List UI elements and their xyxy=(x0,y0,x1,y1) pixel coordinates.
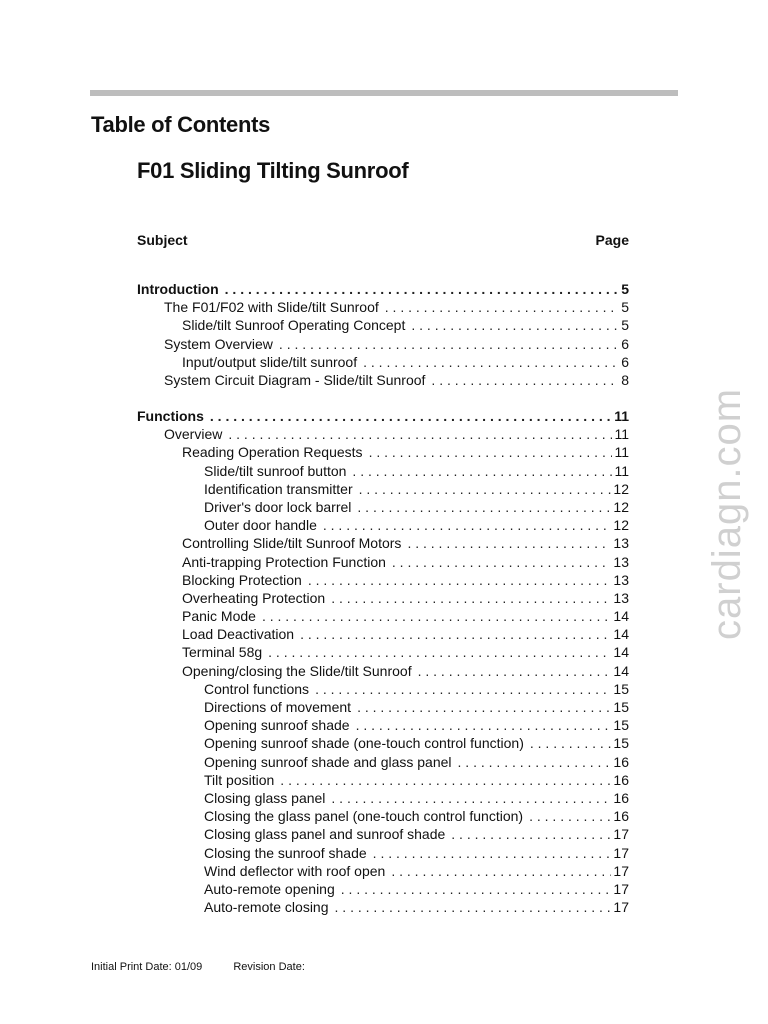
toc-entry-page: 16 xyxy=(613,789,629,806)
toc-entry[interactable] xyxy=(137,753,629,771)
toc-entry-page: 15 xyxy=(613,680,629,697)
dot-leader xyxy=(331,789,611,807)
toc-entry-page: 5 xyxy=(621,317,629,334)
toc-entry-label: Outer door handle xyxy=(204,517,317,534)
toc-entry-label: Closing the glass panel (one-touch control function) xyxy=(204,808,524,825)
toc-entry[interactable] xyxy=(137,553,629,571)
toc-entry-label: Directions of movement xyxy=(204,699,352,715)
toc-entry[interactable] xyxy=(137,789,629,807)
toc-entry[interactable] xyxy=(137,680,629,698)
toc-entry[interactable] xyxy=(137,571,629,589)
watermark: cardiagn.com xyxy=(705,387,749,640)
toc-entry-page: 15 xyxy=(613,735,629,752)
dot-leader xyxy=(407,534,611,552)
toc-entry-label: Control functions xyxy=(204,680,310,697)
toc-entry[interactable] xyxy=(137,734,629,752)
toc-entry-label: Reading Operation Requests xyxy=(182,444,363,461)
dot-leader xyxy=(359,480,612,498)
toc-entry[interactable] xyxy=(137,443,629,461)
toc-entry-label: Blocking Protection xyxy=(182,571,302,588)
dot-leader xyxy=(418,662,612,680)
toc-entry-page: 15 xyxy=(613,699,629,715)
toc-entry-page: 13 xyxy=(613,535,629,552)
toc-entry[interactable] xyxy=(137,316,629,334)
toc-entry[interactable] xyxy=(137,698,629,716)
toc-entry-label: Auto-remote opening xyxy=(204,880,335,897)
dot-leader xyxy=(228,425,612,443)
dot-leader xyxy=(323,516,612,534)
page-title: Table of Contents xyxy=(91,112,271,137)
toc-entry-page: 14 xyxy=(613,626,629,643)
toc-entry-label: Overheating Protection xyxy=(182,589,326,606)
toc-entry-page: 14 xyxy=(613,608,629,625)
toc-entry-label: System Overview xyxy=(164,335,273,352)
toc-entry[interactable] xyxy=(137,371,629,389)
dot-leader xyxy=(458,753,612,771)
footer xyxy=(91,961,333,973)
dot-leader xyxy=(369,443,613,461)
toc-entry-label: Load Deactivation xyxy=(182,626,295,643)
dot-leader xyxy=(373,844,612,862)
toc-entry-label: Slide/tilt sunroof button xyxy=(204,462,347,479)
toc-entry-label: Closing glass panel and sunroof shade xyxy=(204,826,446,843)
dot-leader xyxy=(331,589,611,607)
toc-entry-page: 14 xyxy=(613,644,629,661)
toc-entry-label: Opening/closing the Slide/tilt Sunroof xyxy=(182,662,412,679)
toc-entry-page: 17 xyxy=(613,880,629,897)
dot-leader xyxy=(352,462,612,480)
dot-leader xyxy=(411,316,619,334)
dot-leader xyxy=(529,807,611,825)
toc-entry[interactable] xyxy=(137,844,629,862)
toc-entry-page: 11 xyxy=(614,426,629,443)
toc-entry-page: 14 xyxy=(613,662,629,679)
toc-entry-page: 5 xyxy=(621,299,629,316)
toc-entry-page: 13 xyxy=(613,571,629,588)
toc-entry-page: 6 xyxy=(621,353,629,370)
dot-leader xyxy=(392,553,612,571)
dot-leader xyxy=(363,353,619,371)
toc-functions-list xyxy=(137,407,629,916)
toc-entry[interactable] xyxy=(137,407,629,425)
toc-entry-page: 11 xyxy=(614,444,629,461)
toc-entry[interactable] xyxy=(137,607,629,625)
dot-leader xyxy=(357,498,611,516)
toc-entry-page: 13 xyxy=(613,589,629,606)
toc-entry-page: 5 xyxy=(621,281,629,297)
toc-entry[interactable] xyxy=(137,662,629,680)
toc-entry[interactable] xyxy=(137,880,629,898)
toc-entry[interactable] xyxy=(137,716,629,734)
dot-leader xyxy=(385,298,619,316)
toc-entry-label: The F01/F02 with Slide/tilt Sunroof xyxy=(164,299,379,316)
toc-entry[interactable] xyxy=(137,425,629,443)
toc-entry[interactable] xyxy=(137,771,629,789)
toc-entry-label: Introduction xyxy=(137,281,219,297)
toc-entry-page: 12 xyxy=(613,517,629,534)
toc-entry-page: 17 xyxy=(613,899,629,916)
toc-entry-page: 17 xyxy=(613,862,629,879)
toc-entry-label: Auto-remote closing xyxy=(204,899,329,916)
toc-entry-label: Closing the sunroof shade xyxy=(204,844,367,861)
toc-entry-label: Opening sunroof shade xyxy=(204,717,350,734)
toc-entry-label: Terminal 58g xyxy=(182,644,263,661)
toc-entry[interactable] xyxy=(137,298,629,316)
toc-entry[interactable] xyxy=(137,335,629,353)
dot-leader xyxy=(356,716,612,734)
toc-entry-label: Identification transmitter xyxy=(204,480,353,497)
toc-entry-label: Opening sunroof shade and glass panel xyxy=(204,753,452,770)
toc-entry-page: 13 xyxy=(613,553,629,570)
dot-leader xyxy=(225,280,620,298)
dot-leader xyxy=(451,825,611,843)
toc-entry[interactable] xyxy=(137,516,629,534)
toc-entry-label: Overview xyxy=(164,426,223,443)
dot-leader xyxy=(391,862,611,880)
toc-entry-page: 16 xyxy=(613,771,629,788)
dot-leader xyxy=(268,643,611,661)
dot-leader xyxy=(431,371,619,389)
toc-entry[interactable] xyxy=(137,498,629,516)
toc-entry-label: System Circuit Diagram - Slide/tilt Sunroof xyxy=(164,371,426,388)
dot-leader xyxy=(210,407,612,425)
dot-leader xyxy=(300,625,611,643)
dot-leader xyxy=(308,571,612,589)
toc-entry-page: 11 xyxy=(614,462,629,479)
toc-entry-page: 16 xyxy=(613,808,629,825)
toc-entry-label: Panic Mode xyxy=(182,608,256,625)
toc-entry[interactable] xyxy=(137,825,629,843)
dot-leader xyxy=(357,698,611,716)
toc-entry-page: 12 xyxy=(613,498,629,515)
toc-entry-label: Input/output slide/tilt sunroof xyxy=(182,353,358,370)
toc-entry-label: Closing glass panel xyxy=(204,789,326,806)
toc-entry-label: Driver's door lock barrel xyxy=(204,498,352,515)
toc-entry[interactable] xyxy=(137,898,629,916)
toc-entry[interactable] xyxy=(137,462,629,480)
toc-entry-label: Controlling Slide/tilt Sunroof Motors xyxy=(182,535,402,552)
toc-entry-page: 17 xyxy=(613,844,629,861)
toc-entry-page: 11 xyxy=(614,408,629,424)
dot-leader xyxy=(280,771,611,789)
toc-entry-label: Tilt position xyxy=(204,771,275,788)
toc-entry[interactable] xyxy=(137,534,629,552)
toc-entry[interactable] xyxy=(137,589,629,607)
toc-entry[interactable] xyxy=(137,353,629,371)
header-rule xyxy=(90,90,678,96)
toc-entry-label: Slide/tilt Sunroof Operating Concept xyxy=(182,317,406,334)
toc-entry-page: 15 xyxy=(613,717,629,734)
toc-entry-label: Opening sunroof shade (one-touch control function) xyxy=(204,735,524,752)
document-subtitle: F01 Sliding Tilting Sunroof xyxy=(137,158,409,183)
toc-entry-label: Anti-trapping Protection Function xyxy=(182,553,386,570)
dot-leader xyxy=(262,607,611,625)
toc-entry-page: 6 xyxy=(621,335,629,352)
page-column-header: Page xyxy=(595,232,629,248)
toc-entry[interactable] xyxy=(137,643,629,661)
toc-entry[interactable] xyxy=(137,625,629,643)
revision-date: Revision Date: xyxy=(233,961,305,973)
toc-entry-label: Wind deflector with roof open xyxy=(204,862,386,879)
dot-leader xyxy=(530,734,612,752)
toc-entry-page: 8 xyxy=(621,371,629,388)
initial-print-date: Initial Print Date: 01/09 xyxy=(91,961,203,973)
subject-column-header: Subject xyxy=(137,232,188,248)
toc-entry-page: 16 xyxy=(613,753,629,770)
dot-leader xyxy=(341,880,612,898)
toc-entry[interactable] xyxy=(137,862,629,880)
toc-entry[interactable] xyxy=(137,480,629,498)
dot-leader xyxy=(279,335,619,353)
toc-entry-label: Functions xyxy=(137,408,204,424)
toc-entry[interactable] xyxy=(137,807,629,825)
dot-leader xyxy=(315,680,611,698)
toc-entry[interactable] xyxy=(137,280,629,298)
toc-entry-page: 12 xyxy=(613,480,629,497)
dot-leader xyxy=(335,898,612,916)
toc-entry-page: 17 xyxy=(613,826,629,843)
toc-introduction-list xyxy=(137,280,629,389)
